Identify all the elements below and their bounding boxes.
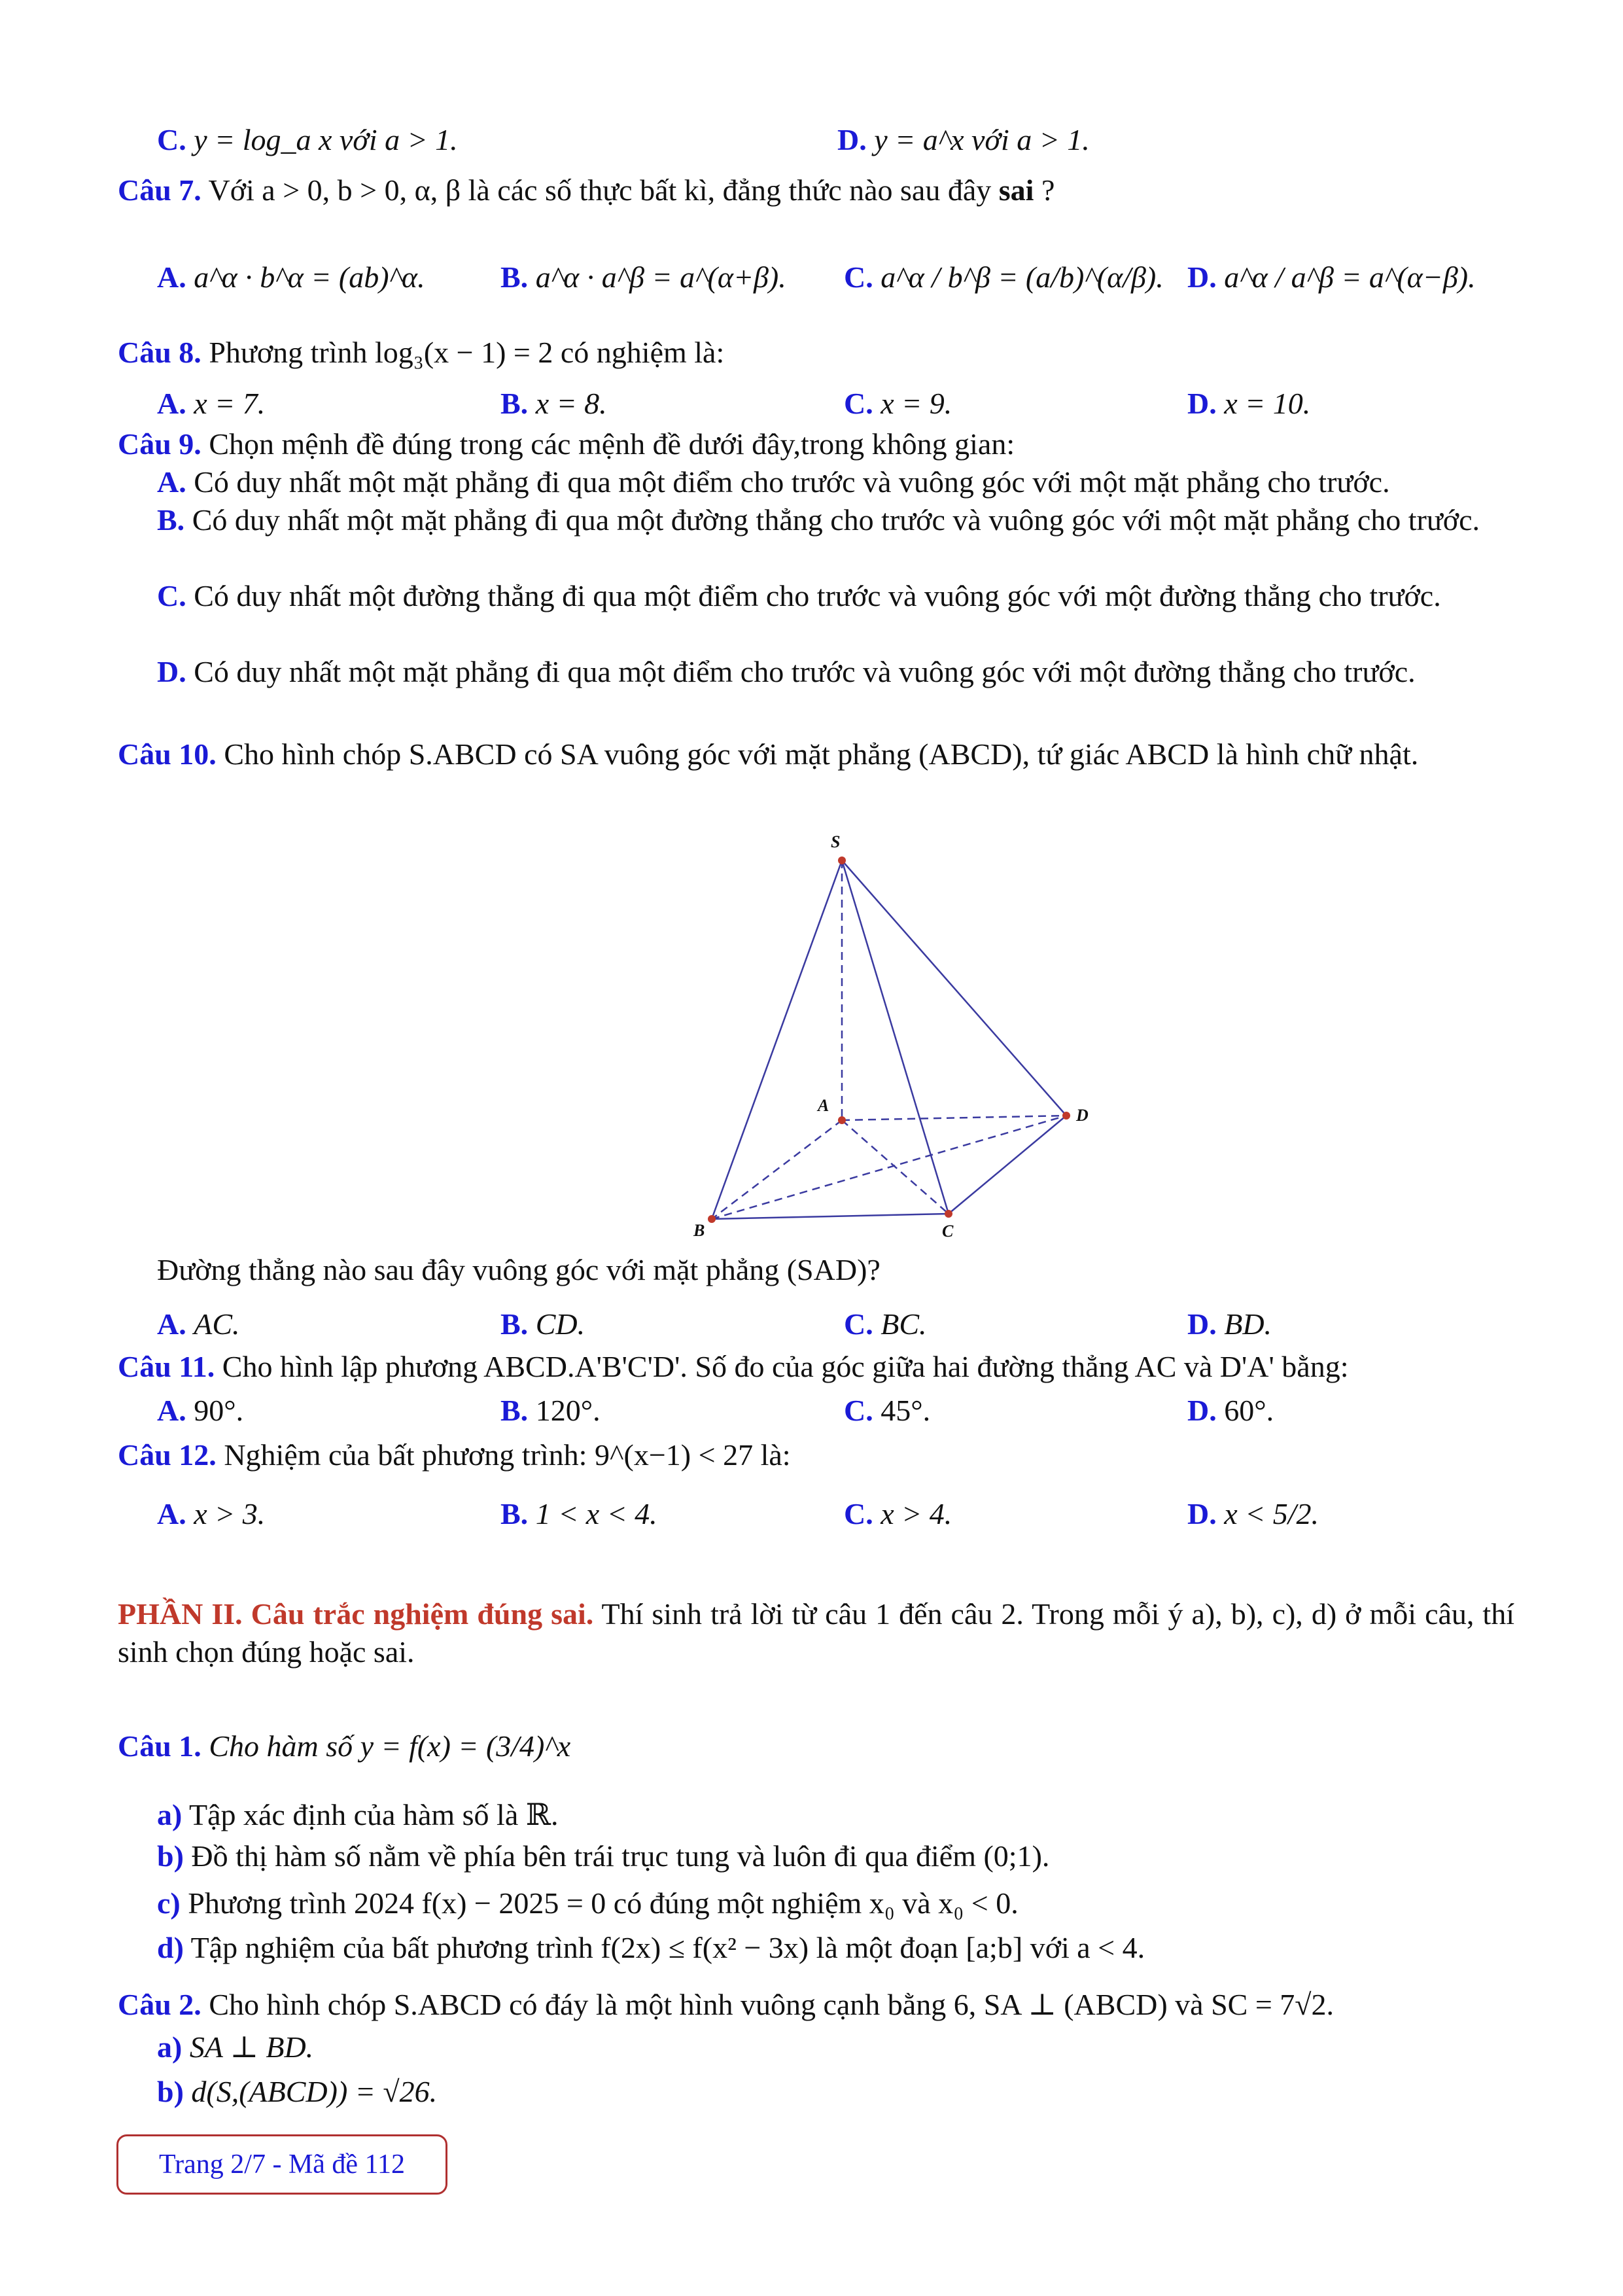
edge-sc (842, 860, 949, 1214)
q11-option-a: A. 90°. (157, 1394, 244, 1427)
point-d (1062, 1112, 1070, 1120)
q9-option-a: A. Có duy nhất một mặt phẳng đi qua một điểm cho trước và vuông góc với một mặt phẳng cho trước. (157, 465, 1390, 499)
q7-stem: Câu 7. Với a > 0, b > 0, α, β là các số thực bất kì, đẳng thức nào sau đây sai ? (118, 173, 1055, 207)
q9-option-c: C. Có duy nhất một đường thẳng đi qua một điểm cho trước và vuông góc với một đường thẳng cho trước. (157, 579, 1441, 612)
q8-stem: Câu 8. Phương trình log₃(x − 1) = 2 có nghiệm là: (118, 336, 725, 369)
q10-option-c: C. BC. (844, 1307, 927, 1341)
q9-option-d: D. Có duy nhất một mặt phẳng đi qua một điểm cho trước và vuông góc với một đường thẳng cho trước. (157, 655, 1416, 688)
p2q2-item-a: a) SA ⊥ BD. (157, 2030, 314, 2064)
q8-option-c: C. x = 9. (844, 387, 952, 420)
label-d: D (1076, 1106, 1089, 1125)
q7-option-a: A. a^α · b^α = (ab)^α. (157, 260, 425, 294)
footer-text: Trang 2/7 - Mã đề 112 (158, 2149, 406, 2180)
label-s: S (831, 832, 841, 851)
q7-option-d: D. a^α / a^β = a^(α−β). (1187, 260, 1476, 294)
q10-question: Đường thẳng nào sau đây vuông góc với mặt phẳng (SAD)? (157, 1253, 881, 1286)
q10-stem: Câu 10. Cho hình chóp S.ABCD có SA vuông góc với mặt phẳng (ABCD), tứ giác ABCD là hình chữ nhật. (118, 737, 1419, 771)
label-c: C (942, 1222, 954, 1241)
q12-option-c: C. x > 4. (844, 1497, 952, 1530)
q11-stem: Câu 11. Cho hình lập phương ABCD.A'B'C'D'. Số đo của góc giữa hai đường thẳng AC và D'A' bằng: (118, 1350, 1349, 1383)
edge-ac (842, 1120, 949, 1214)
q7-option-c: C. a^α / b^β = (a/b)^(α/β). (844, 260, 1164, 294)
q6-option-c: C. y = log_a x với a > 1. (157, 123, 458, 156)
q10-option-a: A. AC. (157, 1307, 240, 1341)
edge-cd (949, 1116, 1066, 1214)
q10-option-d: D. BD. (1187, 1307, 1272, 1341)
q12-option-a: A. x > 3. (157, 1497, 266, 1530)
edge-ad (842, 1116, 1066, 1120)
q8-option-a: A. x = 7. (157, 387, 266, 420)
edge-bc (712, 1214, 949, 1219)
q9-option-b: B. Có duy nhất một mặt phẳng đi qua một đường thẳng cho trước và vuông góc với một mặt phẳng cho trước. (157, 503, 1480, 537)
point-a (838, 1116, 846, 1124)
part2-heading: PHẦN II. Câu trắc nghiệm đúng sai. Thí sinh trả lời từ câu 1 đến câu 2. Trong mỗi ý a), b), c), d) ở mỗi câu, thí sinh chọn đúng hoặc sai. (118, 1597, 1514, 1669)
point-b (708, 1215, 716, 1223)
q6-option-d: D. y = a^x với a > 1. (837, 123, 1090, 156)
page-footer (116, 2134, 447, 2195)
edge-sd (842, 860, 1066, 1116)
q11-option-c: C. 45°. (844, 1394, 931, 1427)
q11-option-d: D. 60°. (1187, 1394, 1274, 1427)
pyramid-figure (550, 828, 1269, 1246)
label-b: B (693, 1221, 705, 1240)
point-s (838, 857, 846, 864)
point-c (945, 1210, 952, 1218)
q7-option-b: B. a^α · a^β = a^(α+β). (500, 260, 786, 294)
p2q1-stem: Câu 1. Cho hàm số y = f(x) = (3/4)^x (118, 1729, 571, 1763)
q11-option-b: B. 120°. (500, 1394, 601, 1427)
edge-sb (712, 860, 842, 1219)
exam-page (118, 0, 1514, 2296)
edge-ab (712, 1120, 842, 1219)
q8-option-d: D. x = 10. (1187, 387, 1311, 420)
q9-stem: Câu 9. Chọn mệnh đề đúng trong các mệnh đề dưới đây,trong không gian: (118, 427, 1015, 461)
p2q1-item-a: a) Tập xác định của hàm số là ℝ. (157, 1798, 559, 1831)
p2q2-stem: Câu 2. Cho hình chóp S.ABCD có đáy là một hình vuông cạnh bằng 6, SA ⊥ (ABCD) và SC = 7√2. (118, 1988, 1335, 2021)
p2q1-item-b: b) Đồ thị hàm số nằm về phía bên trái trục tung và luôn đi qua điểm (0;1). (157, 1839, 1050, 1873)
p2q1-item-d: d) Tập nghiệm của bất phương trình f(2x) ≤ f(x² − 3x) là một đoạn [a;b] với a < 4. (157, 1931, 1145, 1964)
q12-option-b: B. 1 < x < 4. (500, 1497, 657, 1530)
edge-bd (712, 1116, 1066, 1219)
p2q1-item-c: c) Phương trình 2024 f(x) − 2025 = 0 có đúng một nghiệm x₀ và x₀ < 0. (157, 1886, 1019, 1920)
p2q2-item-b: b) d(S,(ABCD)) = √26. (157, 2075, 438, 2108)
q12-stem: Câu 12. Nghiệm của bất phương trình: 9^(x−1) < 27 là: (118, 1438, 791, 1472)
q10-option-b: B. CD. (500, 1307, 585, 1341)
label-a: A (818, 1096, 829, 1115)
q8-option-b: B. x = 8. (500, 387, 607, 420)
q12-option-d: D. x < 5/2. (1187, 1497, 1319, 1530)
